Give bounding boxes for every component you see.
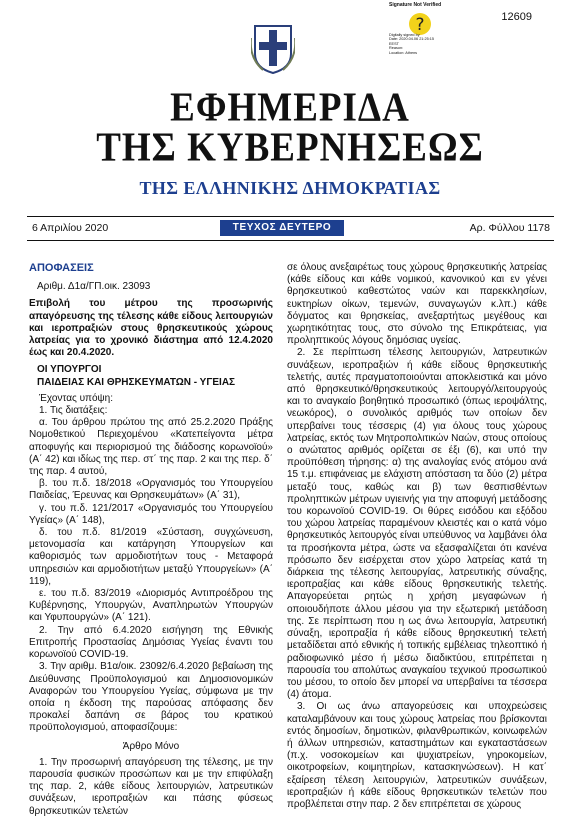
section-title: ΑΠΟΦΑΣΕΙΣ xyxy=(29,262,94,274)
header-rule-bottom xyxy=(27,240,554,241)
ministers-names: ΠΑΙΔΕΙΑΣ ΚΑΙ ΘΡΗΣΚΕΥΜΑΤΩΝ - ΥΓΕΙΑΣ xyxy=(37,376,236,388)
paragraph: α. Του άρθρου πρώτου της από 25.2.2020 Πράξης Νομοθετικού Περιεχομένου «Κατεπείγοντα μέτρα αποφυγής και περιορισμού της διάδοσης κορωνοϊού» (Α΄ 42) και ιδίως της περ. στ΄ της παρ. 2 και της περ. δ΄ της παρ. 4 αυτού, xyxy=(29,417,273,478)
signature-line: Date: 2020.04.06 21:25:15 xyxy=(389,37,434,42)
issue-info-bar xyxy=(27,220,554,236)
issue-sheet-number: Αρ. Φύλλου 1178 xyxy=(469,222,550,234)
decision-number: Αριθμ. Δ1α/ΓΠ.οικ. 23093 xyxy=(37,281,151,293)
signature-line: Location: Athens xyxy=(389,50,418,55)
signature-line: EEST xyxy=(389,41,399,46)
paragraph: 3. Την αριθμ. Β1α/οικ. 23092/6.4.2020 βεβαίωση της Διεύθυνσης Προϋπολογισμού και Δημοσιονομικών Αναφορών του Υπουργείου Υγείας, σύμφωνα με την οποία η έκδοση της παρούσας απόφασης δεν προκαλεί δαπάνη σε βάρος του κρατικού προϋπολογισμού, αποφασίζουμε: xyxy=(29,661,273,734)
left-column xyxy=(29,262,273,818)
paragraph: σε όλους ανεξαιρέτως τους χώρους θρησκευτικής λατρείας (κάθε είδους και κάθε νομικού, κανονικού και εν γένει θρησκευτικού καθεστώτος ναών και παρεκκλησίων, ευκτηρίων οίκων, τεμενών, συναγωγών κ.λπ.) κάθε δόγματος και θρησκείας, ανεξαρτήτως μεγέθους και χωρητικότητας τους, στο σύνολο της Επικράτειας, για προληπτικούς λόγους δημόσιας υγείας. xyxy=(287,262,547,347)
header-rule-top xyxy=(27,216,554,217)
signature-title: Signature Not Verified xyxy=(389,2,442,8)
signature-details xyxy=(389,33,455,55)
paragraph: 3. Οι ως άνω απαγορεύσεις και υποχρεώσεις καταλαμβάνουν και τους χώρους λατρείας που βρίσκονται εντός δημοσίων, δημοτικών, φιλανθρωπικών, κοινωφελών ή άλλων υπηρεσιών, καταστημάτων και εγκαταστάσεων (π.χ. νοσοκομείων και ψυχιατρείων, γηροκομείων, οικοτροφείων, κοιμητηρίων, κατασκηνώσεων). Η κατ΄ εξαίρεση τέλεση λειτουργιών, λατρευτικών συνάξεων, ιεροπραξιών ή κάθε είδους θρησκευτικών τελετών που προβλέπεται στην παρ. 2 δεν επιτρέπεται σε χώρους xyxy=(287,701,547,810)
ministers-heading: ΟΙ ΥΠΟΥΡΓΟΙ xyxy=(37,364,102,376)
signature-line: Digitally signed by xyxy=(389,33,420,37)
paragraph: 1. Τις διατάξεις: xyxy=(39,405,108,417)
gazette-title-line-2: ΤΗΣ ΚΥΒΕΡΝΗΣΕΩΣ xyxy=(96,124,484,171)
paragraph: Έχοντας υπόψη: xyxy=(39,392,113,404)
greek-coat-of-arms-icon xyxy=(251,24,295,74)
issue-series-badge: ΤΕΥΧΟΣ ΔΕΥΤΕΡΟ xyxy=(220,220,344,236)
paragraph: γ. του π.δ. 121/2017 «Οργανισμός του Υπουργείου Υγείας» (Α΄ 148), xyxy=(29,502,273,526)
digital-signature-stamp xyxy=(389,3,454,57)
gazette-subtitle: ΤΗΣ ΕΛΛΗΝΙΚΗΣ ΔΗΜΟΚΡΑΤΙΑΣ xyxy=(139,178,441,198)
signature-line: Reason: xyxy=(389,46,404,51)
gazette-title-line-1: ΕΦΗΜΕΡΙΔΑ xyxy=(170,84,410,131)
paragraph: δ. του π.δ. 81/2019 «Σύσταση, συγχώνευση, μετονομασία και κατάργηση Υπουργείων και καθορισμός των αρμοδιοτήτων τους - Μεταφορά υπηρεσιών και αρμοδιοτήτων μεταξύ Υπουργείων» (Α΄ 119), xyxy=(29,527,273,587)
paragraph: 2. Σε περίπτωση τέλεσης λειτουργιών, λατρευτικών συνάξεων, ιεροπραξιών ή κάθε είδους θρησκευτικής τελετής, αυτές πραγματοποιούνται αποκλειστικά και μόνο από θρησκευτικό/θρησκευτικούς λειτουργό/λειτουργούς και το αναγκαίο βοηθητικό προσωπικό (όπως ιεροψάλτης, νεωκόρος), ο συνολικός αριθμός των οποίων δεν υπερβαίνει τους τέσσερις (4) για όλους τους χώρους λατρείας, εκτός των Μητροπολιτικών Ναών, στους οποίους ο ανώτατος αριθμός ορίζεται σε έξι (6), και υπό την προϋπόθεση τήρησης: α) της αναλογίας ενός ατόμου ανά 15 τ.μ. επιφάνειας με ελάχιστη απόσταση τα δύο (2) μέτρα μεταξύ τους, καθώς και β) των θεσπισθέντων προληπτικών μέτρων υγιεινής για την αποφυγή μετάδοσης του κορωνοϊού COVID-19. Οι θύρες εισόδου και εξόδου του χώρου λατρείας παραμένουν κλειστές και ο κατά νόμο θρησκευτικός λειτουργός είναι υπεύθυνος να λαμβάνει όλα τα προσήκοντα μέτρα, ώστε να εξασφαλίζεται ότι κανένα πρόσωπο δεν εισέρχεται στον χώρο λατρείας κατά τη διάρκεια της τέλεσης λειτουργίας, λατρευτικής σύναξης, ιεροπραξίας και κάθε είδους θρησκευτικής τελετής. Απαγορεύεται ρητώς η χρήση μεγαφώνων ή οποιουδήποτε άλλου μέσου για την εξωτερική μετάδοση της. Σε περίπτωση που η ως άνω λειτουργία, λατρευτική σύναξη, ιεροπραξία ή κάθε είδους θρησκευτική τελετή μεταδίδεται από εθνικής ή τοπικής εμβέλειας τηλεοπτικό ή ραδιοφωνικό μέσο ή μέσω διαδικτύου, επιτρέπεται η παρουσία του απολύτως αναγκαίου τεχνικού προσωπικού του μέσου, το οποίο δεν μπορεί να υπερβαίνει τα τέσσερα (4) άτομα. xyxy=(287,347,547,701)
paragraph: β. του π.δ. 18/2018 «Οργανισμός του Υπουργείου Παιδείας, Έρευνας και Θρησκευμάτων» (Α΄ 31), xyxy=(29,478,273,502)
article-paragraph: 1. Την προσωρινή απαγόρευση της τέλεσης, με την παρουσία φυσικών προσώπων και με την επιφύλαξη της παρ. 2, κάθε είδους λειτουργιών, λατρευτικών συνάξεων, ιεροπραξιών και πάσης φύσεως θρησκευτικών τελετών xyxy=(29,756,273,817)
issue-date: 6 Απριλίου 2020 xyxy=(32,222,109,234)
paragraph: ε. του π.δ. 83/2019 «Διορισμός Αντιπροέδρου της Κυβέρνησης, Υπουργών, Αναπληρωτών Υπουργών και Υφυπουργών» (Α΄ 121). xyxy=(29,588,273,624)
article-title: Άρθρο Μόνο xyxy=(122,740,180,752)
decision-title: Επιβολή του μέτρου της προσωρινής απαγόρευσης της τέλεσης κάθε είδους λειτουργιών και ιεροπραξιών στους θρησκευτικούς χώρους λατρείας για το χρονικό διάστημα από 12.4.2020 έως και 20.4.2020. xyxy=(29,298,273,359)
paragraph: 2. Την από 6.4.2020 εισήγηση της Εθνικής Επιτροπής Προστασίας Δημόσιας Υγείας έναντι του κορωνοϊού COVID-19. xyxy=(29,624,273,661)
right-column xyxy=(287,262,547,811)
page-number: 12609 xyxy=(501,11,532,23)
svg-text:?: ? xyxy=(415,15,425,35)
